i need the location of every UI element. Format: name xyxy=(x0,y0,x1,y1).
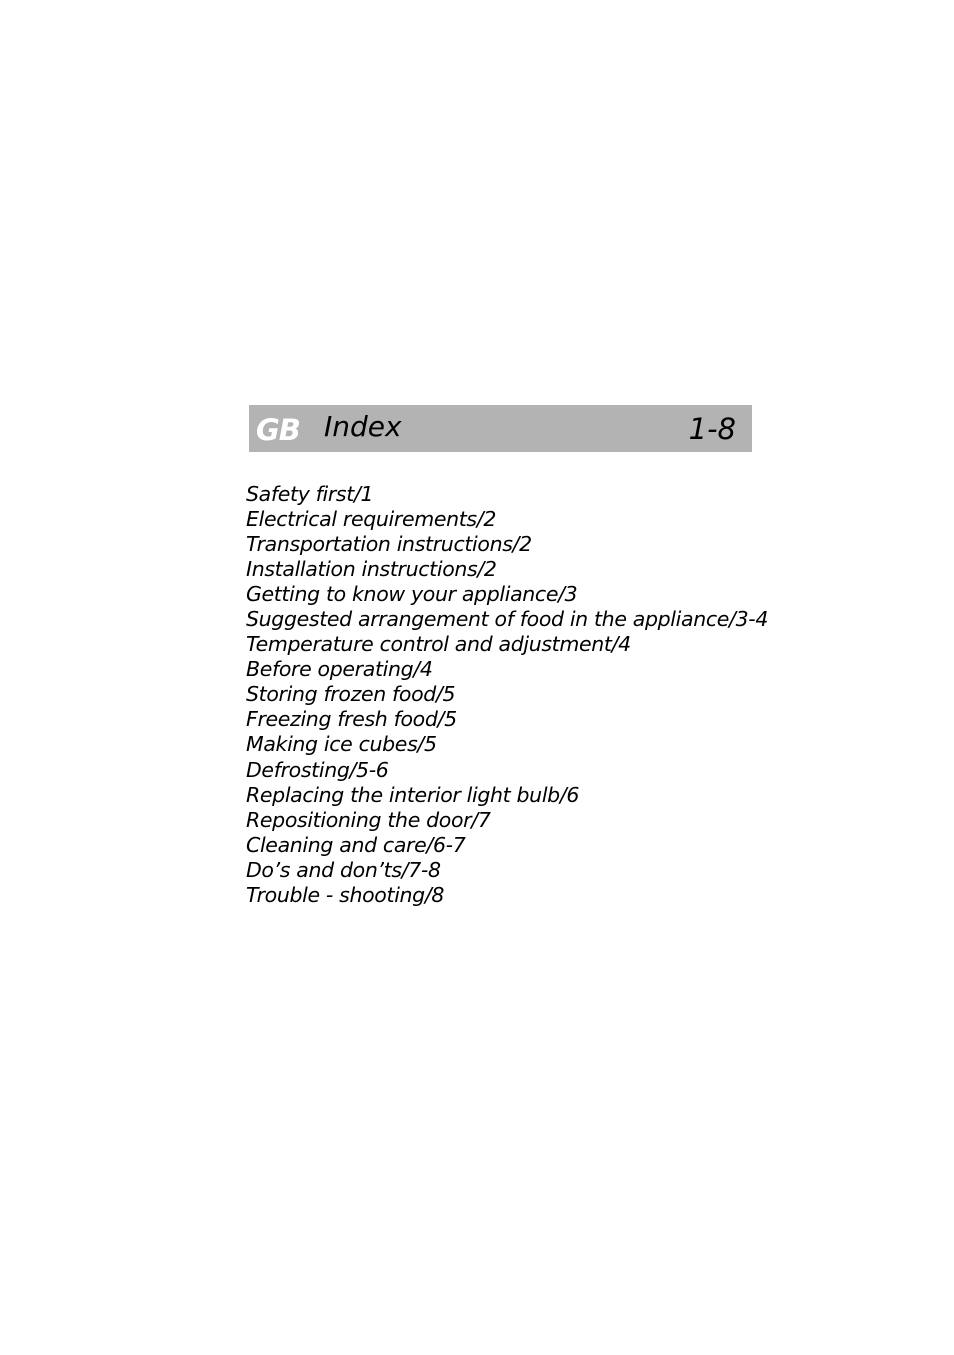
toc-item-transportation-instructions: Transportation instructions/2 xyxy=(246,532,532,557)
toc-item-getting-to-know: Getting to know your appliance/3 xyxy=(246,582,578,607)
toc-item-replacing-light-bulb: Replacing the interior light bulb/6 xyxy=(246,782,580,807)
toc-item-installation-instructions: Installation instructions/2 xyxy=(246,557,497,582)
toc-item-dos-and-donts: Do’s and don’ts/7-8 xyxy=(246,857,441,882)
page-range: 1-8 xyxy=(688,412,736,446)
toc-item-suggested-arrangement: Suggested arrangement of food in the appliance/3-4 xyxy=(246,607,769,632)
toc-item-electrical-requirements: Electrical requirements/2 xyxy=(246,507,497,532)
toc-item-repositioning-door: Repositioning the door/7 xyxy=(246,807,491,832)
toc-item-making-ice-cubes: Making ice cubes/5 xyxy=(246,732,437,757)
table-of-contents xyxy=(246,482,768,908)
toc-item-cleaning-and-care: Cleaning and care/6-7 xyxy=(246,832,466,857)
toc-item-safety-first: Safety first/1 xyxy=(246,482,374,506)
toc-item-freezing-fresh-food: Freezing fresh food/5 xyxy=(246,707,457,732)
toc-item-storing-frozen-food: Storing frozen food/5 xyxy=(246,682,456,707)
index-header-bar xyxy=(249,405,752,452)
page-title: Index xyxy=(324,410,402,443)
toc-item-defrosting: Defrosting/5-6 xyxy=(246,757,389,782)
language-badge: GB xyxy=(256,413,300,447)
toc-item-temperature-control: Temperature control and adjustment/4 xyxy=(246,632,631,657)
toc-item-before-operating: Before operating/4 xyxy=(246,657,433,682)
toc-item-trouble-shooting: Trouble - shooting/8 xyxy=(246,882,445,907)
